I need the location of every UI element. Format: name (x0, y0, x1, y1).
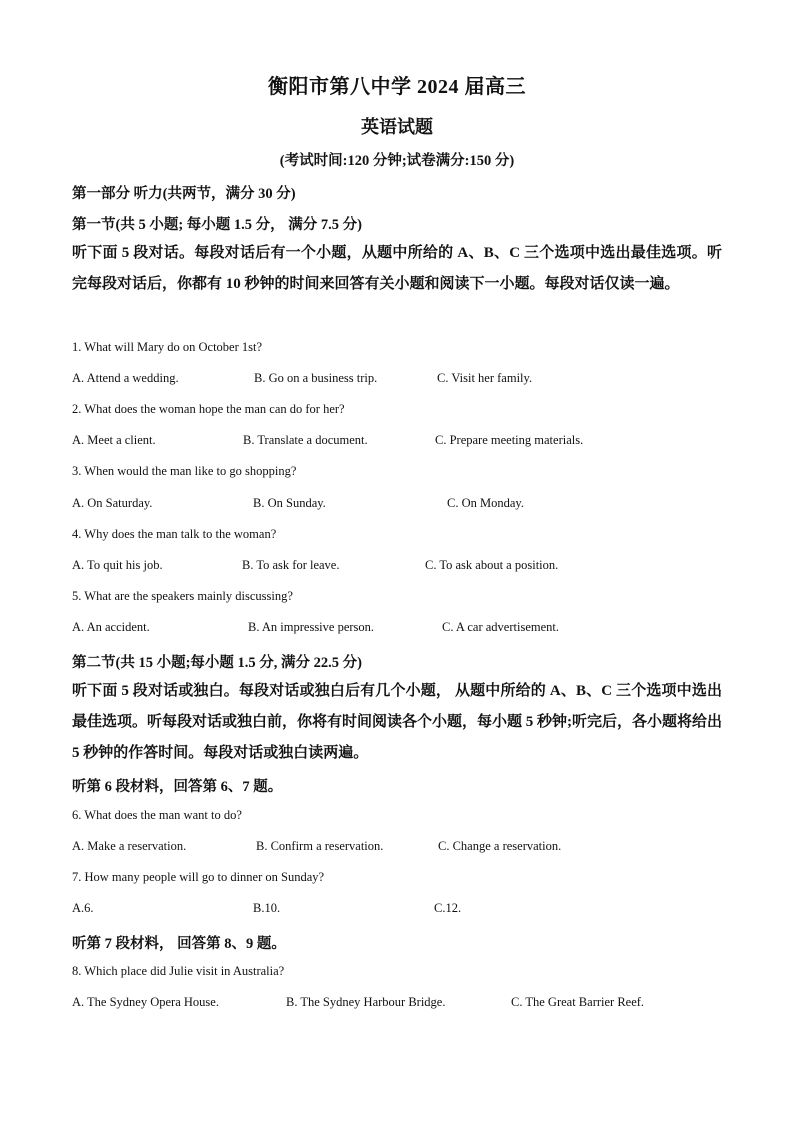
q4-option-a: A. To quit his job. (72, 558, 163, 572)
question-4: 4. Why does the man talk to the woman? (72, 527, 277, 541)
section2-instructions: 听下面 5 段对话或独白。每段对话或独白后有几个小题， 从题中所给的 A、B、C 三个选项中选出最佳选项。听每段对话或独白前，你将有时间阅读各个小题，每小题 5 秒钟;听完后，各小题将给出 5 秒钟的作答时间。每段对话或独白读两遍。 (72, 683, 722, 761)
q2-option-b: B. Translate a document. (243, 433, 368, 447)
q3-option-c: C. On Monday. (447, 496, 524, 510)
material-6-instruction: 听第 6 段材料，回答第 6、7 题。 (72, 779, 283, 795)
q3-option-a: A. On Saturday. (72, 496, 153, 510)
question-8: 8. Which place did Julie visit in Australia? (72, 964, 285, 978)
q1-option-a: A. Attend a wedding. (72, 371, 179, 385)
q7-option-b: B.10. (253, 901, 281, 915)
q7-option-c: C.12. (434, 901, 462, 915)
subject-title: 英语试题 (361, 117, 433, 137)
q3-option-b: B. On Sunday. (253, 496, 326, 510)
q8-option-b: B. The Sydney Harbour Bridge. (286, 995, 446, 1009)
q6-option-c: C. Change a reservation. (438, 839, 562, 853)
q2-option-c: C. Prepare meeting materials. (435, 433, 584, 447)
question-7: 7. How many people will go to dinner on Sunday? (72, 870, 325, 884)
q1-option-c: C. Visit her family. (437, 371, 533, 385)
q5-option-a: A. An accident. (72, 620, 150, 634)
question-1: 1. What will Mary do on October 1st? (72, 340, 263, 354)
q6-option-a: A. Make a reservation. (72, 839, 187, 853)
q6-option-b: B. Confirm a reservation. (256, 839, 384, 853)
q5-option-b: B. An impressive person. (248, 620, 375, 634)
question-6: 6. What does the man want to do? (72, 808, 242, 822)
q8-option-c: C. The Great Barrier Reef. (511, 995, 645, 1009)
q1-option-b: B. Go on a business trip. (254, 371, 378, 385)
school-title: 衡阳市第八中学 2024 届高三 (268, 76, 526, 98)
q2-option-a: A. Meet a client. (72, 433, 156, 447)
question-2: 2. What does the woman hope the man can do for her? (72, 402, 345, 416)
q4-option-c: C. To ask about a position. (425, 558, 559, 572)
section2-title: 第二节(共 15 小题;每小题 1.5 分, 满分 22.5 分) (72, 655, 362, 671)
q8-option-a: A. The Sydney Opera House. (72, 995, 219, 1009)
part1-title: 第一部分 听力(共两节，满分 30 分) (72, 186, 296, 202)
q4-option-b: B. To ask for leave. (242, 558, 340, 572)
q5-option-c: C. A car advertisement. (442, 620, 559, 634)
question-3: 3. When would the man like to go shopping? (72, 464, 297, 478)
q7-option-a: A.6. (72, 901, 94, 915)
material-7-instruction: 听第 7 段材料， 回答第 8、9 题。 (72, 936, 286, 952)
section1-title: 第一节(共 5 小题; 每小题 1.5 分， 满分 7.5 分) (72, 217, 362, 233)
question-5: 5. What are the speakers mainly discussing? (72, 589, 293, 603)
section1-instructions: 听下面 5 段对话。每段对话后有一个小题，从题中所给的 A、B、C 三个选项中选出最佳选项。听完每段对话后，你都有 10 秒钟的时间来回答有关小题和阅读下一小题。每段对话仅读一遍。 (72, 245, 722, 292)
exam-info: (考试时间:120 分钟;试卷满分:150 分) (279, 153, 515, 169)
